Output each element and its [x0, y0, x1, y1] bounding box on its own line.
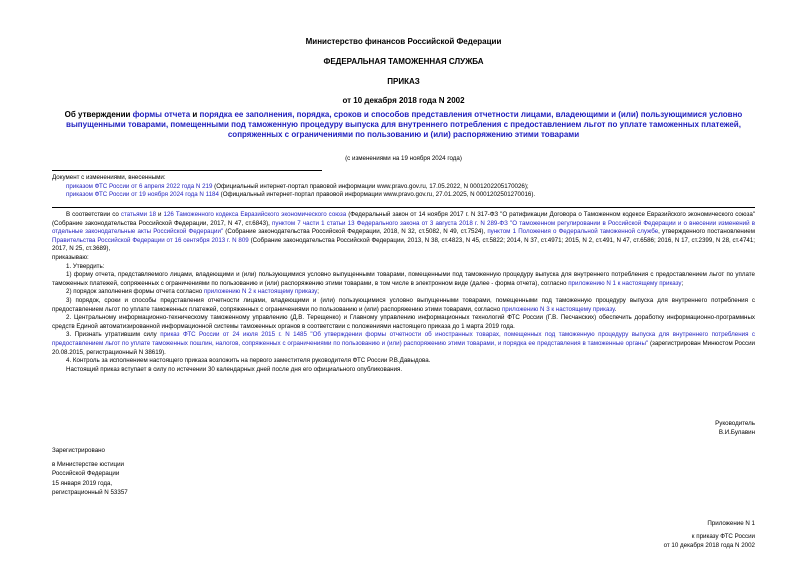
amendment-note: (с изменениями на 19 ноября 2024 года) [345, 155, 462, 162]
item-5: Настоящий приказ вступает в силу по истечении 30 календарных дней после дня его официального опубликования. [66, 365, 403, 373]
item-4: 4. Контроль за исполнением настоящего приказа возложить на первого заместителя руководителя ФТС России Р.В.Давыдова. [66, 357, 431, 365]
appendix-3-link[interactable]: приложению N 3 к настоящему приказу [501, 305, 615, 313]
appendix-header [455, 520, 755, 551]
document-date-number: от 10 декабря 2018 года N 2002 [342, 96, 465, 105]
appendix-2-link[interactable]: приложению N 2 к настоящему приказу [203, 288, 318, 296]
registration-line: Российской Федерации [52, 470, 120, 478]
appendix-1-link[interactable]: приложению N 1 к настоящему приказу [568, 279, 682, 287]
signatory-name: В.И.Булавин [718, 428, 755, 436]
item-1-2: 2) порядок заполнения формы отчета согласно приложению N 2 к настоящему приказу; [66, 288, 319, 296]
item-2: 2. Центральному информационно-техническому таможенному управлению (Д.В. Терещенко) и Главному управлению информационных технологий ФТС России (Г.В. Песчанских) обеспечить доработку информационно-программных средств Единой автоматизированной информационной системы таможенных органов в соответствии с положениями настоящего приказа до 1 марта 2019 года. [52, 314, 755, 330]
change-item: приказом ФТС России от 19 ноября 2024 года N 1184 (Официальный интернет-портал правовой информации www.pravo.gov.ru, 27.01.2025, N 0001202501270016). [66, 191, 536, 199]
item-1-1: 1) форму отчета, представляемого лицами, владеющими и (или) пользующимися условно выпущенными товарами, помещенными под таможенную процедуру выпуска для внутреннего потребления с предоставлением льгот по уплате таможенных платежей, сопряженных с ограничениями по пользованию и (или) распоряжению этими товарами, в том числе в электронном виде (далее - форма отчета), согласно приложению N 1 к настоящему приказу; [52, 271, 755, 287]
service-name: ФЕДЕРАЛЬНАЯ ТАМОЖЕННАЯ СЛУЖБА [323, 57, 484, 66]
document-title: Об утверждении формы отчета и порядка ее заполнения, порядка, сроков и способов представления отчетности лицами, владеющими и (или) пользующимися условно выпущенными товарами, помещенными под таможенную процедуру выпуска для внутреннего потребления с предоставлением льгот по уплате таможенных платежей, сопряженных с ограничениями по пользованию и (или) распоряжению этими товарами [64, 110, 743, 139]
preamble-paragraph: В соответствии со статьями 18 и 126 Таможенного кодекса Евразийского экономического союза (Федеральный закон от 14 ноября 2017 г. N 317-ФЗ "О ратификации Договора о Таможенном кодексе Евразийского экономического союза" (Собрание законодательства Российской Федерации, 2017, N 47, ст.6843), пунктом 7 части 1 статьи 13 Федерального закона от 3 августа 2018 г. N 289-ФЗ "О таможенном регулировании в Российской Федерации и о внесении изменений в отдельные законодательные акты Российской Федерации" (Собрание законодательства Российской Федерации, 2018, N 32, ст.5082, N 49, ст.7524), пунктом 1 Положения о Федеральной таможенной службе, утвержденного постановлением Правительства Российской Федерации от 16 сентября 2013 г. N 809 (Собрание законодательства Российской Федерации, 2013, N 38, ст.4823, N 45, ст.5822; 2014, N 37, ст.4971; 2015, N 2, ст.491, N 47, ст.6586; 2016, N 17, ст.2399, N 28, ст.4741; 2017, N 25, ст.3689), [52, 211, 756, 253]
appendix-line: от 10 декабря 2018 года N 2002 [663, 542, 755, 550]
procedure-link[interactable]: порядка ее заполнения, порядка, сроков и способов представления отчетности лицами, владеющими и (или) пользующимися условно выпущенными товарами, помещенными под таможенную процедуру выпуска для внутреннего потребления с предоставлением льгот по уплате таможенных платежей, сопряженных с ограничениями по пользованию и (или) распоряжению этими товарами [66, 110, 743, 139]
document-body [52, 211, 755, 374]
change-link-2022[interactable]: приказом ФТС России от 6 апреля 2022 года N 219 [66, 182, 213, 190]
government-decree-link[interactable]: Правительства Российской Федерации от 16 сентября 2013 г. N 809 [52, 236, 249, 244]
registration-line: регистрационный N 53357 [52, 489, 128, 497]
divider-bottom [52, 207, 755, 208]
registration-line: Зарегистрировано [52, 447, 105, 454]
registration-line: 15 января 2019 года, [52, 479, 113, 487]
form-link[interactable]: формы отчета [132, 110, 191, 119]
appendix-line: Приложение N 1 [707, 520, 755, 527]
signatory-position: Руководитель [715, 420, 755, 427]
appendix-line: к приказу ФТС России [691, 532, 755, 540]
item-1: 1. Утвердить: [66, 262, 105, 270]
registration-line: в Министерстве юстиции [52, 460, 125, 468]
repealed-order-link[interactable]: приказ ФТС России от 24 июля 2015 г. N 1485 "Об утверждении формы отчетности об иностранных товарах, помещенных под таможенную процедуру выпуска для внутреннего потребления с предоставлением льгот по уплате таможенных пошлин, налогов, сопряженных с ограничениями по пользованию и (или) распоряжению этими товарами, и порядка ее представления в таможенные органы" [52, 331, 755, 347]
item-3: 3. Признать утратившим силу приказ ФТС России от 24 июля 2015 г. N 1485 "Об утверждении формы отчетности об иностранных товарах, помещенных под таможенную процедуру выпуска для внутреннего потребления с предоставлением льгот по уплате таможенных пошлин, налогов, сопряженных с ограничениями по пользованию и (или) распоряжению этими товарами, и порядка ее представления в таможенные органы" (зарегистрирован Минюстом России 20.08.2015, регистрационный N 38619). [52, 331, 755, 356]
registration-block [52, 447, 352, 498]
article-18-link[interactable]: статьями 18 [120, 211, 157, 218]
federal-law-289-link[interactable]: пунктом 7 части 1 статьи 13 Федерального закона от 3 августа 2018 г. N 289-ФЗ "О таможенном регулировании в Российской Федерации и о внесении изменений в отдельные законодательные акты Российской Федерации" [52, 219, 755, 236]
signature-block [52, 420, 755, 437]
divider-top [52, 170, 322, 171]
document-type: ПРИКАЗ [387, 77, 420, 86]
change-link-2024[interactable]: приказом ФТС России от 19 ноября 2024 года N 1184 [66, 191, 219, 199]
fts-regulation-link[interactable]: пунктом 1 Положения о Федеральной таможенной службе [487, 228, 659, 236]
changes-block [52, 174, 755, 200]
order-word: приказываю: [52, 253, 89, 261]
change-item: приказом ФТС России от 6 апреля 2022 года N 219 (Официальный интернет-портал правовой информации www.pravo.gov.ru, 17.05.2022, N 0001202205170026); [66, 182, 529, 190]
changes-intro: Документ с изменениями, внесенными: [52, 174, 166, 181]
item-1-3: 3) порядок, сроки и способы представления отчетности лицами, владеющими и (или) пользующимися условно выпущенными товарами, помещенными под таможенную процедуру выпуска для внутреннего потребления с предоставлением льгот по уплате таможенных платежей, сопряженных с ограничениями по пользованию и (или) распоряжению этими товарами, согласно приложению N 3 к настоящему приказу. [52, 296, 755, 313]
article-126-link[interactable]: 126 Таможенного кодекса Евразийского экономического союза [163, 211, 347, 218]
ministry-name: Министерство финансов Российской Федерации [305, 37, 502, 46]
